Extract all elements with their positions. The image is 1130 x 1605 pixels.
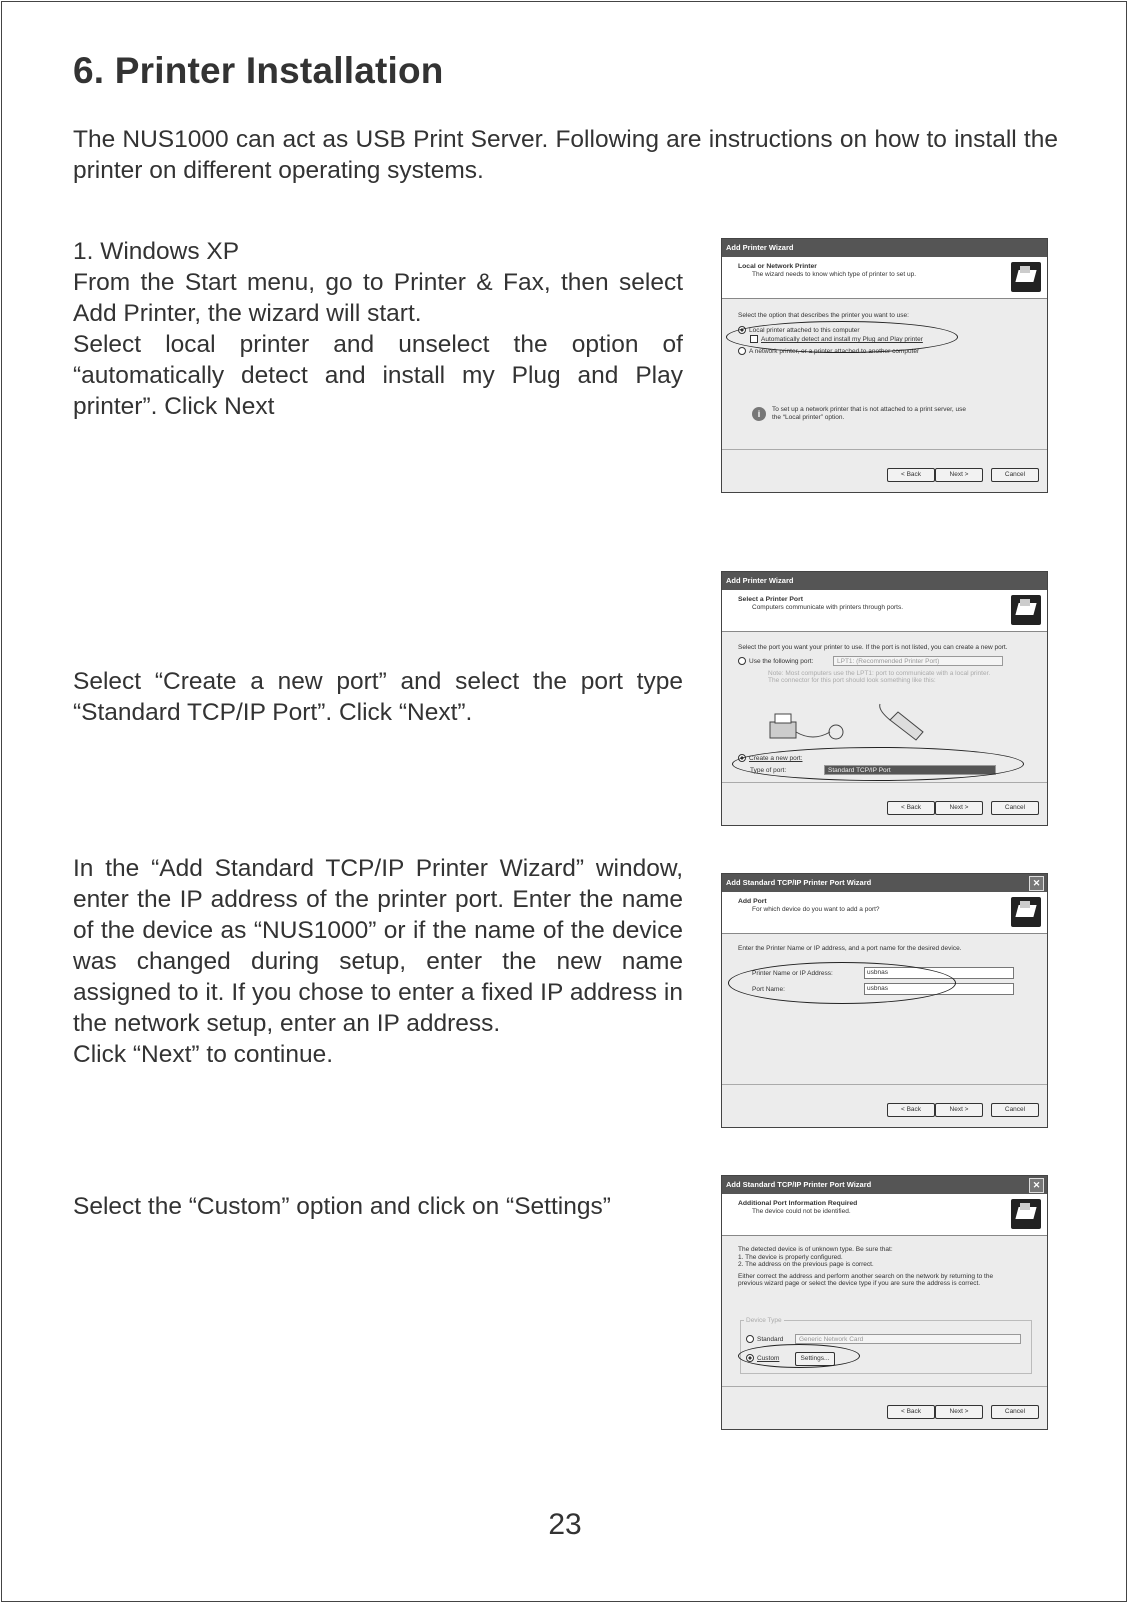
port-type-label: Type of port:	[750, 766, 787, 774]
standard-device-select[interactable]: Generic Network Card	[795, 1334, 1021, 1344]
printer-name-input[interactable]: usbnas	[864, 967, 1014, 979]
highlight-ellipse	[732, 747, 1024, 781]
next-button[interactable]: Next >	[935, 1405, 983, 1419]
checkbox-label: Automatically detect and install my Plug and Play printer	[761, 336, 923, 343]
wizard-header	[722, 1194, 1047, 1236]
info-line: 2. The address on the previous page is correct.	[738, 1261, 874, 1268]
printer-icon	[1011, 1199, 1041, 1229]
radio-icon	[738, 657, 746, 665]
prompt: Select the option that describes the printer you want to use:	[738, 312, 909, 319]
wizard-screenshot-add-port	[721, 873, 1048, 1128]
next-button[interactable]: Next >	[935, 468, 983, 482]
next-button[interactable]: Next >	[935, 1103, 983, 1117]
port-type-select[interactable]: Standard TCP/IP Port	[824, 765, 996, 775]
step-paragraph: Select the “Custom” option and click on “Settings”	[73, 1193, 611, 1220]
info-line: 1. The device is properly configured.	[738, 1253, 843, 1261]
printer-cable-illustration	[768, 702, 938, 750]
header-title: Additional Port Information Required	[738, 1200, 858, 1207]
wizard-body	[722, 632, 1047, 784]
wizard-header	[722, 590, 1047, 632]
next-button[interactable]: Next >	[935, 801, 983, 815]
radio-standard[interactable]	[746, 1334, 1021, 1344]
wizard-body	[722, 1236, 1047, 1388]
back-button[interactable]: < Back	[887, 801, 935, 815]
wizard-footer	[722, 449, 1047, 492]
step-paragraph: Click “Next” to continue.	[73, 1041, 334, 1068]
header-title: Local or Network Printer	[738, 263, 817, 270]
window-title	[722, 874, 1047, 892]
wizard-footer	[722, 782, 1047, 825]
wizard-footer	[722, 1084, 1047, 1127]
step-heading: 1. Windows XP	[73, 238, 240, 265]
step-paragraph: Select “Create a new port” and select the port type “Standard TCP/IP Port”. Click “Next”.	[73, 668, 683, 726]
radio-label: Local printer attached to this computer	[749, 327, 860, 334]
close-icon[interactable]: ✕	[1029, 876, 1044, 891]
highlight-ellipse	[738, 1344, 860, 1368]
header-subtitle: The device could not be identified.	[752, 1208, 851, 1215]
wizard-header	[722, 257, 1047, 299]
prompt: Enter the Printer Name or IP address, and a port name for the desired device.	[738, 945, 962, 952]
intro-paragraph: The NUS1000 can act as USB Print Server. Following are instructions on how to install the printer on different operating systems.	[73, 126, 1058, 184]
radio-label: Use the following port:	[749, 657, 814, 665]
info-line: The detected device is of unknown type. Be sure that:	[738, 1246, 893, 1253]
printer-name-label: Printer Name or IP Address:	[752, 969, 833, 977]
cancel-button[interactable]: Cancel	[991, 1103, 1039, 1117]
page-number: 23	[548, 1508, 582, 1541]
port-note: Note: Most computers use the LPT1: port to communicate with a local printer. The connector for this port should look something like this:	[768, 670, 991, 684]
printer-icon	[1011, 262, 1041, 292]
step-1-text	[73, 236, 683, 422]
window-title-text: Add Standard TCP/IP Printer Port Wizard	[726, 1180, 872, 1189]
printer-icon	[1011, 595, 1041, 625]
cancel-button[interactable]: Cancel	[991, 801, 1039, 815]
back-button[interactable]: < Back	[887, 1103, 935, 1117]
info-line: Either correct the address and perform another search on the network by returning to the previous wizard page or select the device type if you are sure the address is correct.	[738, 1272, 994, 1287]
header-title: Add Port	[738, 898, 767, 905]
cancel-button[interactable]: Cancel	[991, 468, 1039, 482]
highlight-ellipse	[728, 962, 956, 1004]
cancel-button[interactable]: Cancel	[991, 1405, 1039, 1419]
step-2-text	[73, 666, 683, 728]
info-note	[752, 406, 992, 422]
close-icon[interactable]: ✕	[1029, 1178, 1044, 1193]
header-title: Select a Printer Port	[738, 596, 803, 603]
radio-label: Create a new port:	[749, 755, 803, 762]
header-subtitle: The wizard needs to know which type of printer to set up.	[752, 271, 917, 278]
device-type-label: Device Type	[746, 1317, 782, 1324]
step-paragraph: From the Start menu, go to Printer & Fax, then select Add Printer, the wizard will start.	[73, 269, 683, 327]
window-title: Add Printer Wizard	[722, 239, 1047, 257]
back-button[interactable]: < Back	[887, 468, 935, 482]
wizard-body	[722, 934, 1047, 1086]
port-name-label: Port Name:	[752, 985, 785, 993]
wizard-footer	[722, 1386, 1047, 1429]
window-title: Add Printer Wizard	[722, 572, 1047, 590]
radio-label: Standard	[757, 1335, 784, 1343]
header-subtitle: For which device do you want to add a port?	[752, 906, 880, 913]
radio-label: A network printer, or a printer attached to another computer	[749, 348, 920, 355]
port-name-input[interactable]: usbnas	[864, 983, 1014, 995]
prompt: Select the port you want your printer to use. If the port is not listed, you can create a new port.	[738, 644, 1008, 651]
info-text: To set up a network printer that is not attached to a print server, use the “Local printer” option.	[772, 406, 967, 421]
settings-button[interactable]: Settings...	[795, 1352, 835, 1366]
step-3-text	[73, 853, 683, 1070]
info-icon: i	[752, 407, 766, 421]
header-subtitle: Computers communicate with printers through ports.	[752, 604, 904, 611]
port-select[interactable]: LPT1: (Recommended Printer Port)	[833, 656, 1003, 666]
step-4-text	[73, 1191, 683, 1222]
window-title	[722, 1176, 1047, 1194]
wizard-screenshot-additional-info	[721, 1175, 1048, 1430]
wizard-body	[722, 299, 1047, 451]
radio-use-port[interactable]	[738, 656, 1031, 666]
radio-label: Custom	[757, 1355, 780, 1362]
radio-icon	[746, 1335, 754, 1343]
wizard-screenshot-printer-port	[721, 571, 1048, 826]
back-button[interactable]: < Back	[887, 1405, 935, 1419]
page-title: 6. Printer Installation	[73, 50, 444, 91]
step-paragraph: In the “Add Standard TCP/IP Printer Wizard” window, enter the IP address of the printer port. Enter the name of the device as “NUS1000” or if the name of the device was changed during setup, enter the new name assigned to it. If you chose to enter a fixed IP address in the network setup, enter an IP address.	[73, 855, 683, 1037]
wizard-header	[722, 892, 1047, 934]
wizard-screenshot-local-printer	[721, 238, 1048, 493]
window-title-text: Add Standard TCP/IP Printer Port Wizard	[726, 878, 872, 887]
printer-icon	[1011, 897, 1041, 927]
radio-icon	[738, 347, 746, 355]
highlight-ellipse	[726, 321, 958, 353]
step-paragraph: Select local printer and unselect the option of “automatically detect and install my Plug and Play printer”. Click Next	[73, 331, 683, 420]
